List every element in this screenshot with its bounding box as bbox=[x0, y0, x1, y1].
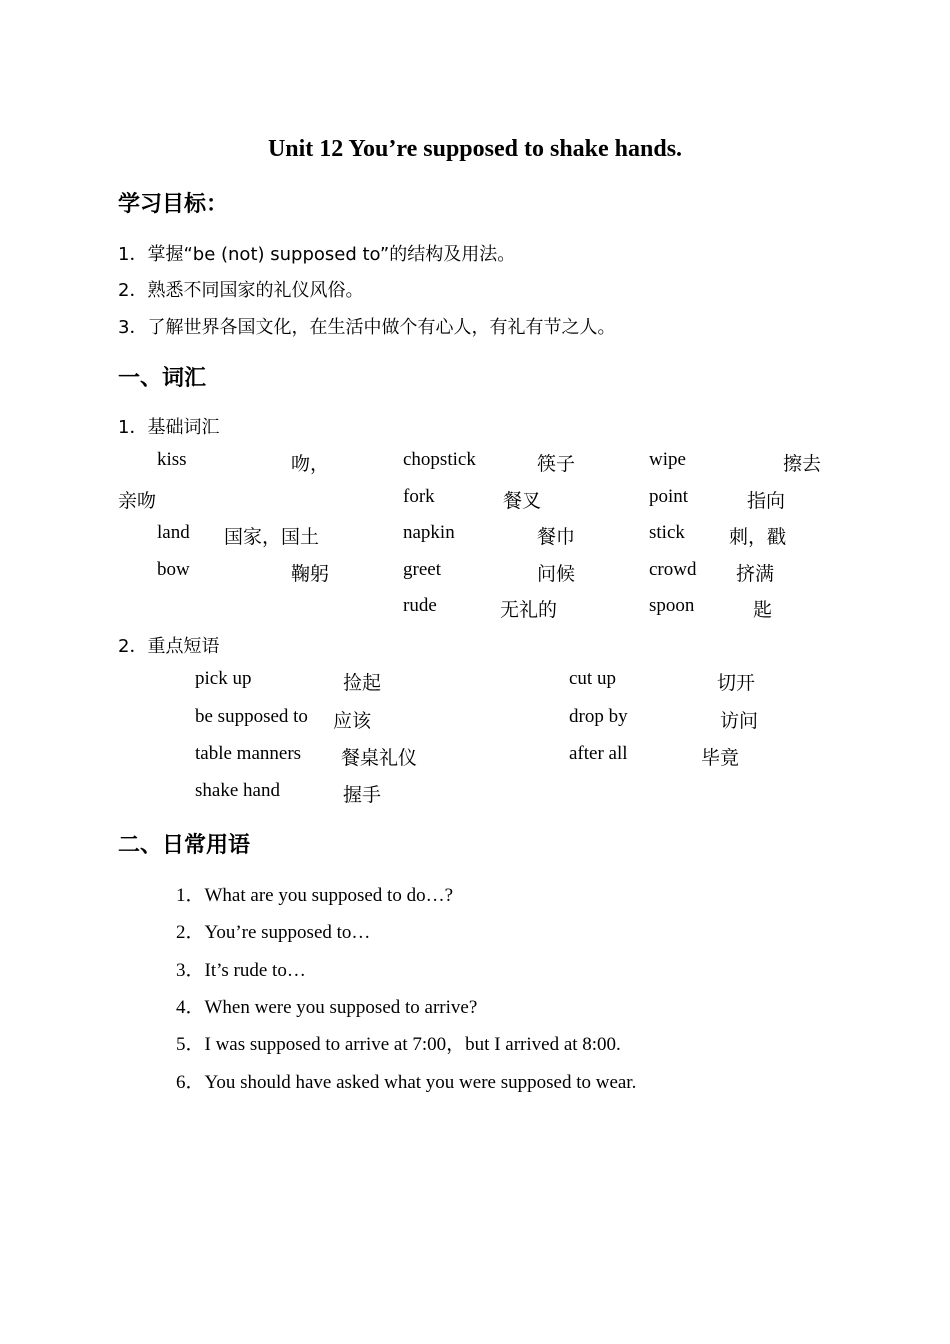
vocab-meaning: 挤满 bbox=[736, 564, 775, 585]
vocab-word: crowd bbox=[649, 559, 697, 580]
daily-item: 4．When were you supposed to arrive? bbox=[176, 997, 478, 1018]
daily-item: 6．You should have asked what you were supposed to wear. bbox=[176, 1072, 637, 1093]
vocab-meaning: 筷子 bbox=[537, 454, 576, 475]
phrase-en: cut up bbox=[569, 668, 616, 689]
document-title: Unit 12 You’re supposed to shake hands. bbox=[267, 136, 683, 162]
phrase-zh: 餐桌礼仪 bbox=[341, 748, 418, 769]
objectives-heading: 学习目标： bbox=[118, 192, 229, 217]
phrase-en: drop by bbox=[569, 706, 628, 727]
phrase-en: shake hand bbox=[195, 780, 280, 801]
objective-item: 2．熟悉不同国家的礼仪风俗。 bbox=[118, 280, 364, 301]
vocab-word: wipe bbox=[649, 449, 686, 470]
vocab-meaning: 国家，国土 bbox=[224, 527, 320, 548]
vocab-word: land bbox=[157, 522, 190, 543]
phrase-en: pick up bbox=[195, 668, 252, 689]
phrase-en: table manners bbox=[195, 743, 302, 764]
vocab-word: spoon bbox=[649, 595, 695, 616]
phrase-zh: 应该 bbox=[333, 711, 372, 732]
phrases-heading: 2．重点短语 bbox=[118, 636, 220, 657]
vocab-meaning: 匙 bbox=[753, 600, 773, 621]
vocab-meaning: 刺，戳 bbox=[729, 527, 787, 548]
phrase-en: after all bbox=[569, 743, 628, 764]
vocab-word: stick bbox=[649, 522, 685, 543]
vocab-meaning: 无礼的 bbox=[500, 600, 558, 621]
daily-item: 2．You’re supposed to… bbox=[176, 922, 371, 943]
phrase-zh: 握手 bbox=[343, 785, 382, 806]
vocab-heading: 一、词汇 bbox=[118, 366, 207, 391]
phrase-zh: 切开 bbox=[717, 673, 756, 694]
vocab-meaning: 鞠躬 bbox=[291, 564, 330, 585]
basic-vocab-heading: 1．基础词汇 bbox=[118, 417, 220, 438]
vocab-word: rude bbox=[403, 595, 437, 616]
objective-item: 3．了解世界各国文化，在生活中做个有心人，有礼有节之人。 bbox=[118, 317, 616, 338]
daily-item: 3．It’s rude to… bbox=[176, 960, 306, 981]
vocab-meaning: 亲吻 bbox=[118, 491, 157, 512]
vocab-word: point bbox=[649, 486, 689, 507]
phrase-en: be supposed to bbox=[195, 706, 308, 727]
vocab-meaning: 餐巾 bbox=[537, 527, 576, 548]
vocab-meaning: 问候 bbox=[537, 564, 576, 585]
daily-heading: 二、日常用语 bbox=[118, 833, 251, 858]
vocab-meaning: 指向 bbox=[747, 491, 786, 512]
vocab-word: fork bbox=[403, 486, 435, 507]
daily-item: 5．I was supposed to arrive at 7:00，but I arrived at 8:00. bbox=[176, 1034, 621, 1055]
vocab-meaning: 擦去 bbox=[783, 454, 822, 475]
vocab-word: napkin bbox=[403, 522, 455, 543]
phrase-zh: 毕竟 bbox=[701, 748, 740, 769]
vocab-word: greet bbox=[403, 559, 441, 580]
objective-item: 1．掌握“be (not) supposed to”的结构及用法。 bbox=[118, 244, 516, 265]
vocab-meaning: 餐叉 bbox=[503, 491, 542, 512]
vocab-word: kiss bbox=[157, 449, 187, 470]
daily-item: 1．What are you supposed to do…? bbox=[176, 885, 454, 906]
phrase-zh: 访问 bbox=[720, 711, 759, 732]
vocab-meaning: 吻， bbox=[291, 454, 330, 475]
vocab-word: bow bbox=[157, 559, 190, 580]
vocab-word: chopstick bbox=[403, 449, 476, 470]
phrase-zh: 捡起 bbox=[343, 673, 382, 694]
